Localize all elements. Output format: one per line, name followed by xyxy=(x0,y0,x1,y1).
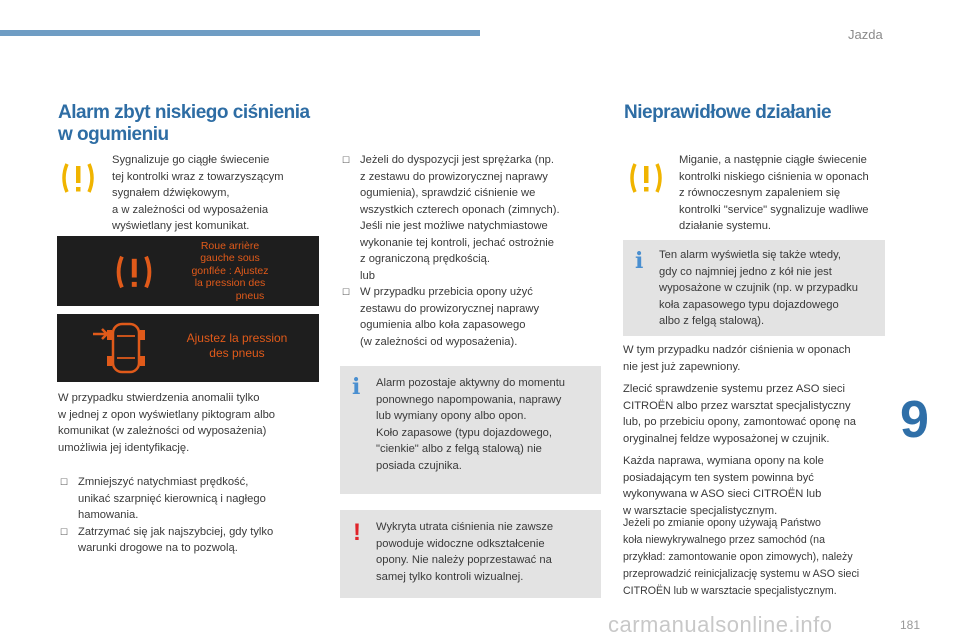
checkbox-bullet-icon: ☐ xyxy=(60,526,69,537)
checkbox-bullet-icon: ☐ xyxy=(342,287,351,297)
section-label: Jazda xyxy=(848,27,883,42)
exclamation-icon: ! xyxy=(353,519,361,546)
info-box-text: Ten alarm wyświetla się także wtedy, gdy co najmniej jedno z kół nie jest wyposażone w czujnik (np. w przypadku koła zapasowego typu dojazdowego albo z felgą stalową). xyxy=(659,249,858,327)
right-section-title: Nieprawidłowe działanie xyxy=(624,102,832,123)
left-intro: Sygnalizuje go ciągłe świecenie tej kontrolki wraz z towarzyszącym sygnałem dźwiękowym, a w zależności od wyposażenia wyświetlany jest komunikat. xyxy=(112,154,284,232)
list-item: ☐ Zatrzymać się jak najszybciej, gdy tylko warunki drogowe na to pozwolą. xyxy=(60,525,274,554)
car-tire-pictogram-icon xyxy=(91,320,161,376)
warning-box-text: Wykryta utrata ciśnienia nie zawsze powoduje widoczne odkształcenie opony. Nie należy poprzestawać na samej tylko kontroli wizualnej. xyxy=(376,521,554,583)
info-icon: i xyxy=(352,374,361,400)
watermark: carmanualsonline.info xyxy=(608,612,833,637)
right-paragraph-4: Jeżeli po zmianie opony używają Państwo koła niewykrywalnego przez samochód (na przykład: zamontowanie opon zimowych), należy przeprowadzić reinicjalizację systemu w ASO sieci CITROËN lub w warsztacie specjalistycznym. xyxy=(623,517,860,597)
left-section-title: Alarm zbyt niskiego ciśnienia w ogumieniu xyxy=(58,102,310,145)
left-paragraph: W przypadku stwierdzenia anomalii tylko w jednej z opon wyświetlany piktogram albo komunikat (w zależności od wyposażenia) umożliwia jej identyfikację. xyxy=(58,392,276,454)
instrument-display-pictogram xyxy=(57,314,319,382)
warning-box xyxy=(340,510,601,598)
checkbox-bullet-icon: ☐ xyxy=(342,155,351,165)
info-box xyxy=(340,366,601,494)
info-icon: i xyxy=(635,248,644,274)
top-accent-bar xyxy=(0,30,480,36)
right-intro: Miganie, a następnie ciągłe świecenie kontrolki niskiego ciśnienia w oponach z równoczesnym zapaleniem się kontrolki "service" sygnalizuje wadliwe działanie systemu. xyxy=(679,154,869,232)
right-paragraph-1: W tym przypadku nadzór ciśnienia w oponach nie jest już zapewniony. xyxy=(623,344,851,373)
page-number: 181 xyxy=(900,618,921,632)
tire-pressure-warning-icon xyxy=(626,158,666,203)
list-item: ☐ Zmniejszyć natychmiast prędkość, unikać szarpnięć kierownicą i nagłego hamowania. xyxy=(60,476,266,521)
tire-warning-display-icon xyxy=(112,250,156,294)
list-item: ☐ W przypadku przebicia opony użyć zestawu do prowizorycznej naprawy ogumienia albo koła zapasowego (w zależności od wyposażenia). xyxy=(342,286,540,348)
right-paragraph-3: Każda naprawa, wymiana opony na kole posiadającym ten system powinna być wykonywana w ASO sieci CITROËN lub w warsztacie specjalistycznym. xyxy=(623,455,824,517)
middle-bullet-list xyxy=(340,152,600,350)
list-item: ☐ Jeżeli do dyspozycji jest sprężarka (np. z zestawu do prowizorycznej naprawy ogumienia), sprawdzić ciśnienie we wszystkich czterech oponach (zimnych). Jeśli nie jest możliwe natychmiastowe wykonanie tej kontroli, jechać ostrożnie z ograniczoną prędkością. lub xyxy=(342,154,560,282)
instrument-display-message xyxy=(57,236,319,306)
checkbox-bullet-icon: ☐ xyxy=(60,477,69,487)
right-paragraph-2: Zlecić sprawdzenie systemu przez ASO sieci CITROËN albo przez warsztat specjalistyczny lub, po przebiciu opony, zamontować oponę na oryginalnej feldze wyposażonej w czujnik. xyxy=(623,383,857,445)
info-box-text: Alarm pozostaje aktywny do momentu ponownego napompowania, naprawy lub wymiany opony albo opon. Koło zapasowe (typu dojazdowego, "cienkie" albo z felgą stalową) nie posiada czujnika. xyxy=(376,377,566,472)
tire-pressure-warning-icon xyxy=(58,158,98,203)
chapter-number: 9 xyxy=(900,391,929,449)
info-box xyxy=(623,240,885,336)
display-message-text: Roue arrière gauche sous gonflée : Ajustez la pression des pneus xyxy=(191,240,269,302)
display-pictogram-text: Ajustez la pression des pneus xyxy=(186,331,288,360)
left-bullet-list xyxy=(58,474,328,557)
